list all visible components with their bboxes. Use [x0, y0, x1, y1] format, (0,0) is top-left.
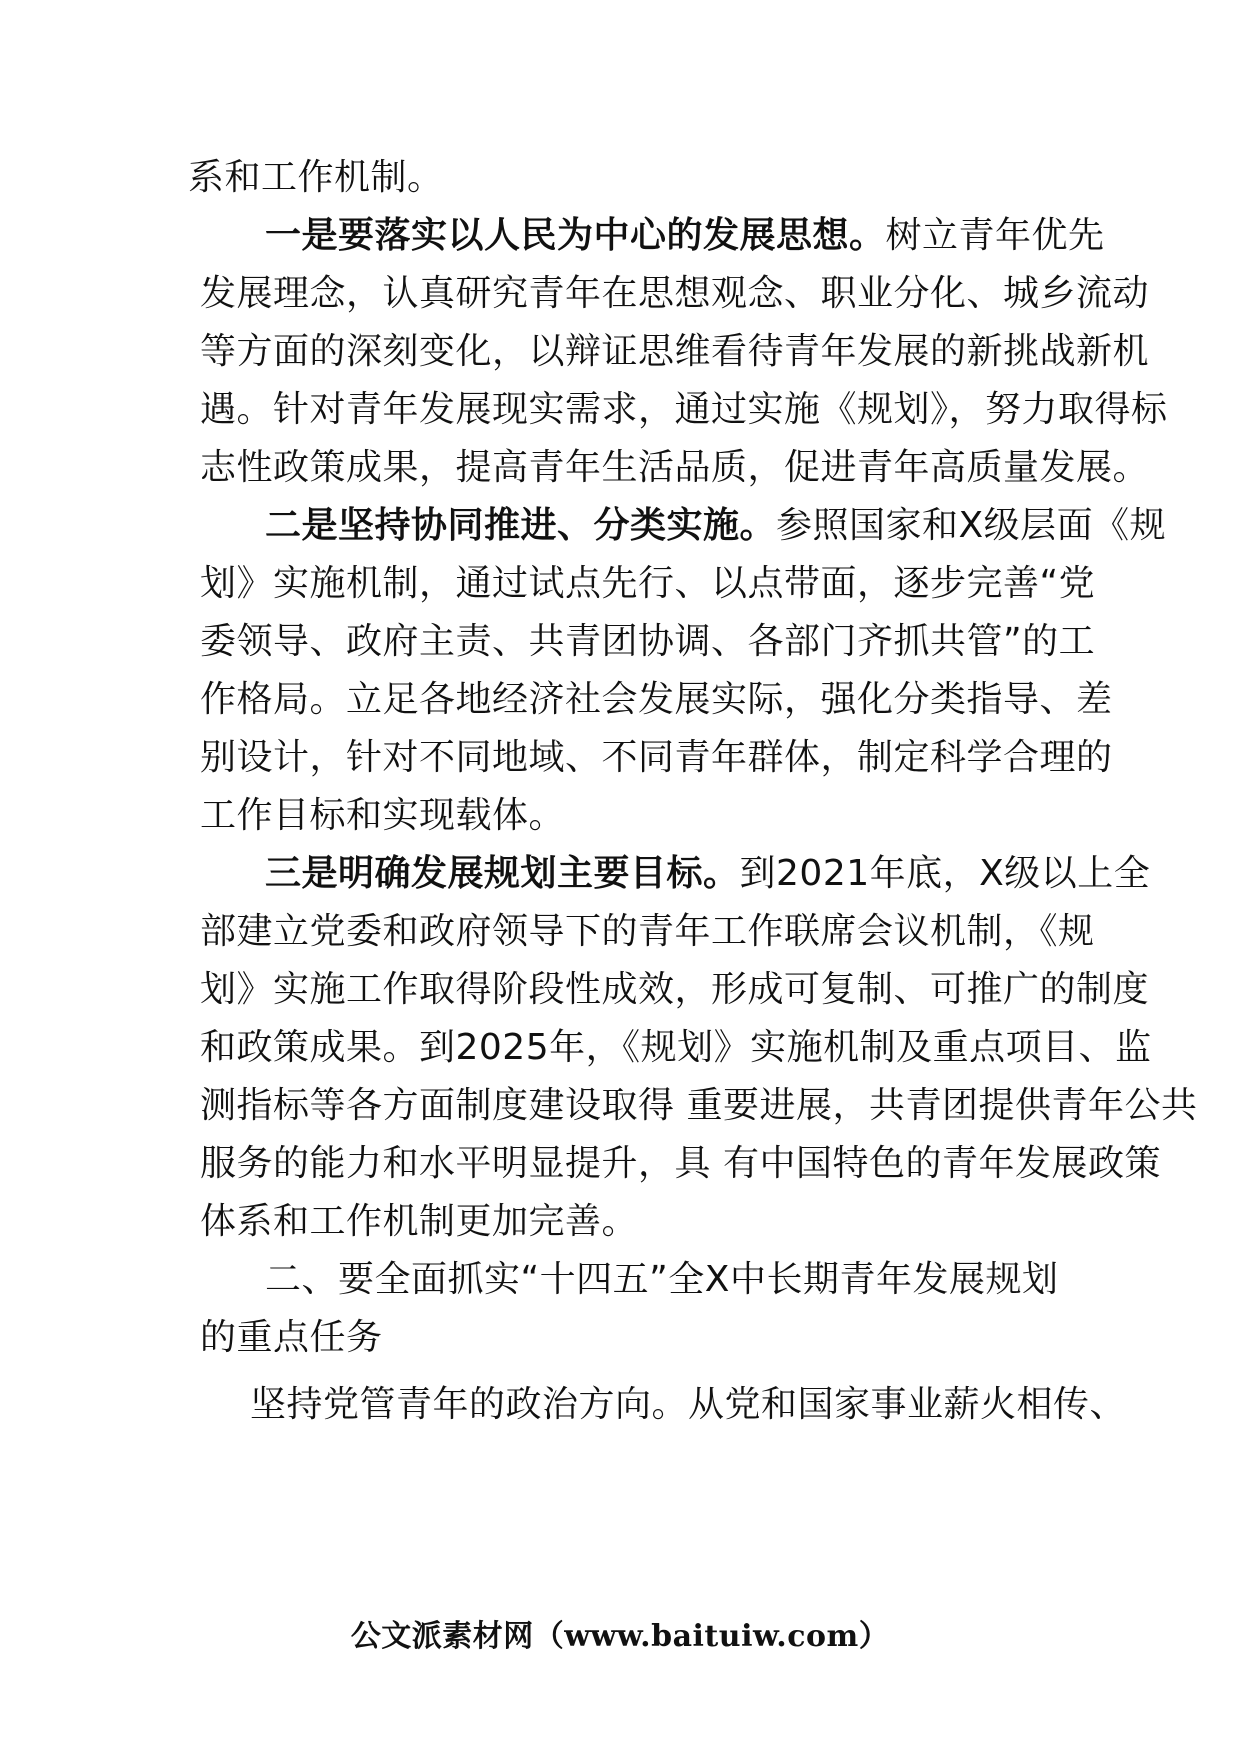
paragraph-text: 树立青年优先: [885, 215, 1105, 256]
paragraph-line: [265, 854, 1150, 894]
paragraph-line: 和政策成果。到2025年，《规划》实施机制及重点项目、监: [200, 1027, 1152, 1068]
paragraph-line: 划》实施机制，通过试点先行、以点带面，逐步完善“党: [200, 563, 1096, 604]
paragraph-line: 划》实施工作取得阶段性成效，形成可复制、可推广的制度: [200, 969, 1150, 1010]
paragraph-heading: 二是坚持协同推进、分类实施。: [265, 505, 777, 546]
paragraph-heading: 一是要落实以人民为中心的发展思想。: [265, 215, 886, 256]
paragraph-line: 测指标等各方面制度建设取得 重要进展，共青团提供青年公共: [200, 1085, 1198, 1126]
paragraph-line: 作格局。立足各地经济社会发展实际，强化分类指导、差: [200, 679, 1113, 720]
section-heading-continued: 的重点任务: [200, 1317, 383, 1358]
paragraph-line: 工作目标和实现载体。: [200, 795, 566, 836]
paragraph-line: 坚持党管青年的政治方向。从党和国家事业薪火相传、: [250, 1384, 1127, 1425]
paragraph-line: 遇。针对青年发展现实需求，通过实施《规划》，努力取得标: [200, 389, 1168, 430]
paragraph-line: 别设计，针对不同地域、不同青年群体，制定科学合理的: [200, 737, 1113, 778]
paragraph-line: 体系和工作机制更加完善。: [200, 1201, 639, 1242]
paragraph-text: 参照国家和X级层面《规: [776, 505, 1167, 546]
paragraph-line: 部建立党委和政府领导下的青年工作联席会议机制，《规: [200, 911, 1095, 952]
paragraph-line: 系和工作机制。: [188, 157, 444, 198]
page-footer: 公文派素材网（www.baituiw.com）: [350, 1619, 890, 1654]
paragraph-line: [265, 216, 1105, 256]
paragraph-line: 委领导、政府主责、共青团协调、各部门齐抓共管”的工: [200, 621, 1096, 662]
paragraph-text: 到2021年底，X级以上全: [739, 853, 1151, 894]
paragraph-line: 服务的能力和水平明显提升，具 有中国特色的青年发展政策: [200, 1143, 1161, 1184]
paragraph-line: [265, 506, 1166, 546]
paragraph-line: 志性政策成果，提高青年生活品质，促进青年高质量发展。: [200, 447, 1150, 488]
paragraph-line: 等方面的深刻变化，以辩证思维看待青年发展的新挑战新机: [200, 331, 1150, 372]
paragraph-line: 发展理念，认真研究青年在思想观念、职业分化、城乡流动: [200, 273, 1150, 314]
section-heading: 二、要全面抓实“十四五”全X中长期青年发展规划: [265, 1259, 1059, 1300]
paragraph-heading: 三是明确发展规划主要目标。: [265, 853, 740, 894]
